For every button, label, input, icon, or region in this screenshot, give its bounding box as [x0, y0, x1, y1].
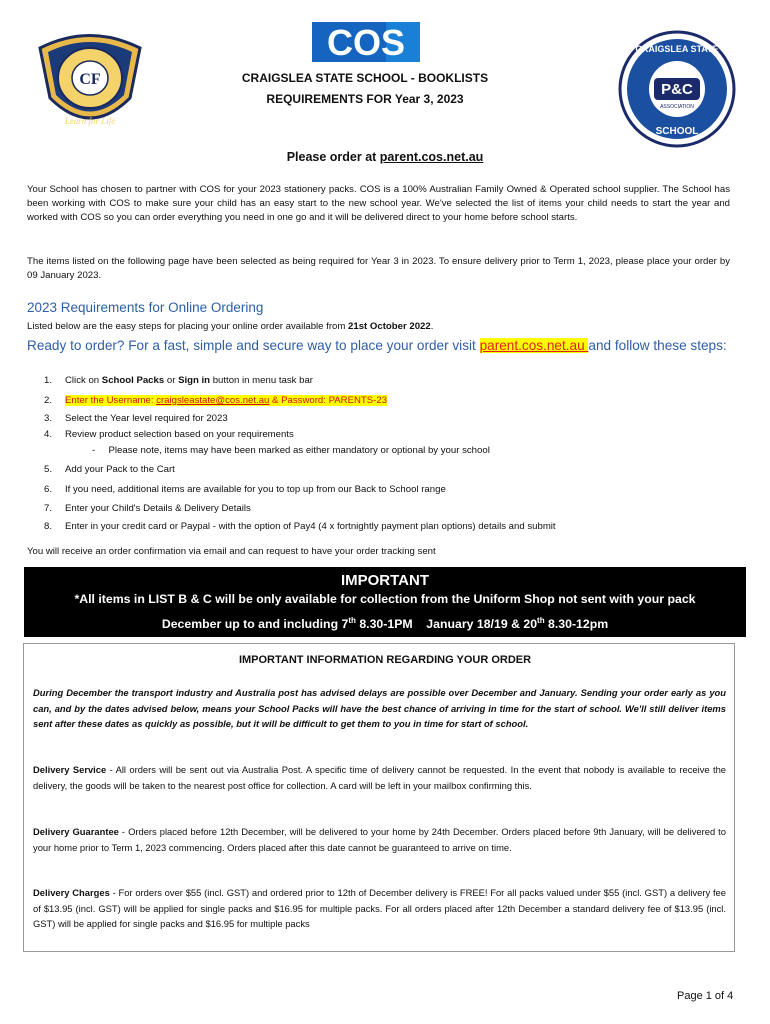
step-4: 4. Review product selection based on your requirements — [44, 429, 294, 440]
username-email-link[interactable]: craigsleastate@cos.net.au — [156, 395, 270, 406]
ready-link[interactable]: parent.cos.net.au — [479, 338, 589, 353]
delivery-delay-warning: During December the transport industry and Australia post has advised delays are possible over December and January. Sending your order early as you can, and by the dates advised below, means your School Packs will have the best chance of arriving in time for the start of school. We'll still deliver items sent after these dates as quickly as possible, but it will be difficult to get them to you in time for start of school. — [33, 687, 726, 729]
order-at-line: Please order at parent.cos.net.au — [286, 150, 484, 164]
important-notice-box — [24, 567, 746, 637]
delivery-guarantee-text: Delivery Guarantee - Orders placed before 12th December, will be delivered to your home by 24th December. Orders placed before 9th January, will be delivered to your home prior to Term 1, 2023 commencing. Orders placed after this date cannot be guaranteed to arrive on time. — [33, 826, 726, 853]
order-confirmation-text: You will receive an order confirmation via email and can request to have your order tracking sent — [27, 546, 436, 557]
password-text: PARENTS-23 — [328, 395, 388, 406]
svg-text:SCHOOL: SCHOOL — [655, 126, 699, 137]
order-information-title: IMPORTANT INFORMATION REGARDING YOUR ORDER — [238, 654, 532, 666]
listed-below-text: Listed below are the easy steps for placing your online order available from 21st October 2022. — [27, 321, 434, 332]
intro-paragraph-1: Your School has chosen to partner with COS for your 2023 stationery packs. COS is a 100% Australian Family Owned & Operated school supplier. The School has been working with COS to make sure your child has an easy start to the new school year. We've selected the list of items your child needs to start the year and worked with COS so you can order everything you need in one go and it will be delivered direct to your home before school starts. — [27, 184, 730, 223]
step-8: 8. Enter in your credit card or Paypal - with the option of Pay4 (4 x fortnightly payment plan options) details and submit — [44, 521, 556, 532]
svg-text:ASSOCIATION: ASSOCIATION — [660, 104, 694, 110]
important-title: IMPORTANT — [340, 572, 430, 589]
important-line-1: *All items in LIST B & C will be only available for collection from the Uniform Shop not sent with your pack — [74, 592, 696, 606]
document-title — [150, 68, 580, 110]
intro-paragraph-2: The items listed on the following page have been selected as being required for Year 3 in 2023. To ensure delivery prior to Term 1, 2023, please place your order by 09 January 2023. — [27, 256, 730, 281]
step-4-note: - Please note, items may have been marked as either mandatory or optional by your school — [92, 445, 490, 456]
svg-text:Learn for Life: Learn for Life — [64, 116, 116, 126]
title-line-2: REQUIREMENTS FOR Year 3, 2023 — [266, 92, 464, 106]
online-ordering-heading: 2023 Requirements for Online Ordering — [27, 300, 264, 315]
school-crest-logo — [30, 28, 150, 138]
delivery-charges-text: Delivery Charges - For orders over $55 (incl. GST) and ordered prior to 12th of December delivery is FREE! For all packs valued under $55 (incl. GST) a delivery fee of $13.95 (incl. GST) will be applied for single packs and $16.95 for multiple packs. For all orders placed after 12th December a standard delivery fee of $13.95 (incl. GST) will be applied for single packs and $16.95 for multiple packs — [33, 887, 726, 929]
step-2: 2. Enter the Username: craigsleastate@cos.net.au & Password: PARENTS-23 — [44, 395, 388, 406]
order-link[interactable]: parent.cos.net.au — [379, 150, 484, 164]
title-line-1: CRAIGSLEA STATE SCHOOL - BOOKLISTS — [241, 71, 489, 85]
step-1: 1. Click on School Packs or Sign in button in menu task bar — [44, 375, 313, 386]
step-6: 6. If you need, additional items are available for you to top up from our Back to School range — [44, 484, 446, 495]
page-number: Page 1 of 4 — [677, 990, 734, 1002]
svg-text:CF: CF — [79, 71, 101, 88]
important-line-2: December up to and including 7th 8.30-1PM January 18/19 & 20th 8.30-12pm — [161, 616, 609, 632]
svg-text:CRAIGSLEA STATE: CRAIGSLEA STATE — [635, 44, 719, 54]
step-3: 3. Select the Year level required for 2023 — [44, 413, 228, 424]
cos-logo-text: COS — [326, 22, 406, 62]
delivery-service-text: Delivery Service - All orders will be sent out via Australia Post. A specific time of delivery cannot be requested. In the event that nobody is available to receive the delivery, the goods will be taken to the nearest post office for collection. A card will be left in your mailbox confirming this. — [33, 764, 727, 791]
pc-association-logo — [618, 30, 736, 148]
ready-to-order-line: Ready to order? For a fast, simple and secure way to place your order visit parent.cos.net.au and follow these steps: — [27, 338, 727, 353]
svg-text:P&C: P&C — [661, 81, 693, 98]
step-5: 5. Add your Pack to the Cart — [44, 464, 175, 475]
step-7: 7. Enter your Child's Details & Delivery Details — [44, 503, 251, 514]
cos-logo — [312, 22, 420, 62]
